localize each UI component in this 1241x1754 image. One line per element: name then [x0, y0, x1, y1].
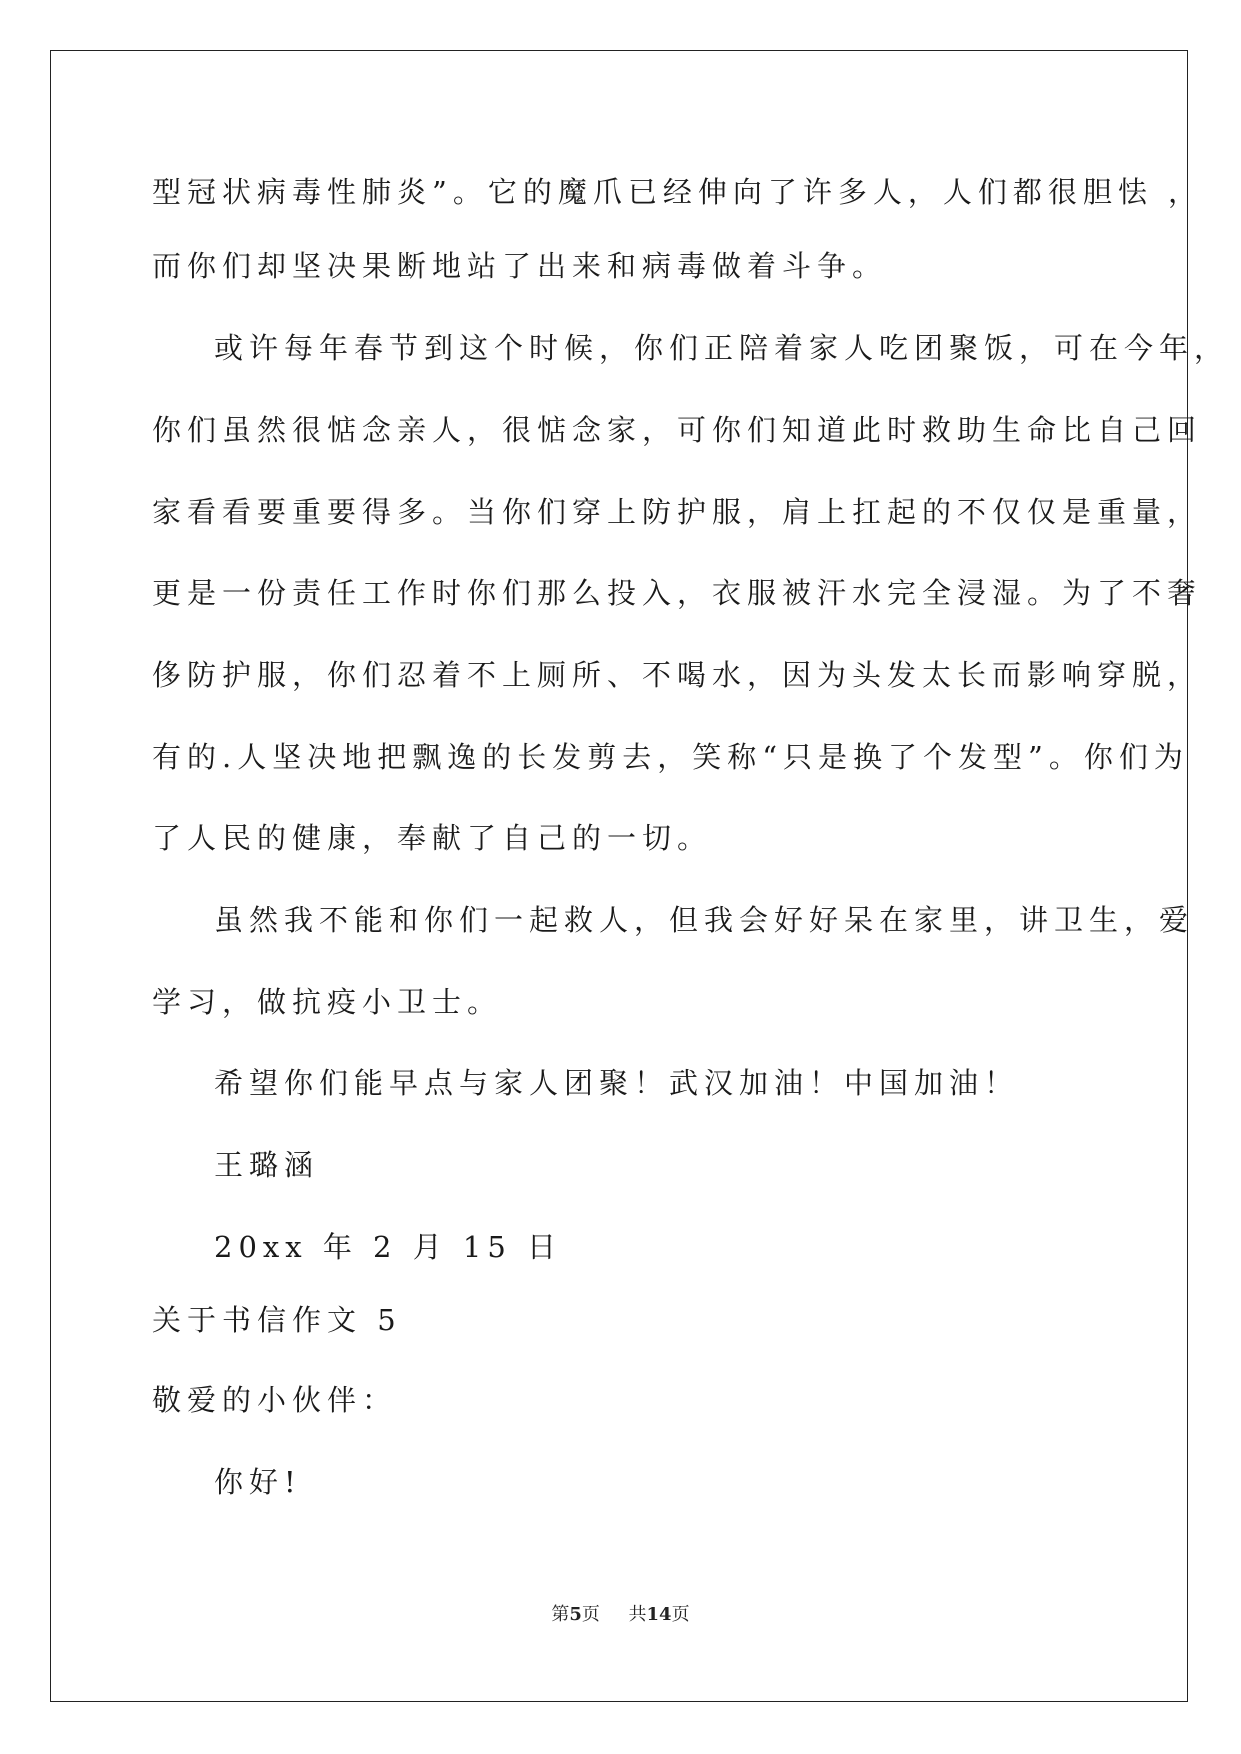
footer-total-suffix: 页	[671, 1604, 690, 1625]
text-line: 虽然我不能和你们一起救人，但我会好好呆在家里，讲卫生，爱	[214, 903, 1195, 937]
text-line: 家看看要重要得多。当你们穿上防护服，肩上扛起的不仅仅是重量，	[152, 495, 1203, 529]
text-line: 侈防护服，你们忍着不上厕所、不喝水，因为头发太长而影响穿脱，	[152, 658, 1203, 692]
text-line: 而你们却坚决果断地站了出来和病毒做着斗争。	[152, 249, 888, 283]
page-border	[50, 50, 1188, 1702]
total-pages-number: 14	[646, 1604, 672, 1625]
text-line: 学习，做抗疫小卫士。	[152, 985, 503, 1019]
text-line: 型冠状病毒性肺炎”。它的魔爪已经伸向了许多人，人们都很胆怯 ，	[152, 175, 1204, 209]
current-page-number: 5	[569, 1604, 582, 1625]
footer-total-prefix: 共	[628, 1604, 647, 1625]
text-line: 你们虽然很惦念亲人，很惦念家，可你们知道此时救助生命比自己回	[152, 413, 1203, 447]
footer-page-suffix: 页	[581, 1604, 600, 1625]
text-line: 有的.人坚决地把飘逸的长发剪去，笑称“只是换了个发型”。你们为	[152, 740, 1189, 774]
text-line: 更是一份责任工作时你们那么投入，衣服被汗水完全浸湿。为了不奢	[152, 576, 1203, 610]
greeting: 你好!	[214, 1465, 302, 1499]
signature: 王璐涵	[214, 1148, 320, 1182]
section-heading: 关于书信作文 5	[152, 1303, 402, 1337]
salutation: 敬爱的小伙伴：	[152, 1383, 398, 1417]
text-line: 希望你们能早点与家人团聚！武汉加油！中国加油！	[214, 1066, 1020, 1100]
text-line: 或许每年春节到这个时候，你们正陪着家人吃团聚饭，可在今年，	[214, 331, 1230, 365]
footer-prefix: 第	[551, 1604, 570, 1625]
page-footer	[0, 1600, 1241, 1626]
date-line: 20xx 年 2 月 15 日	[214, 1230, 563, 1264]
text-line: 了人民的健康，奉献了自己的一切。	[152, 821, 713, 855]
